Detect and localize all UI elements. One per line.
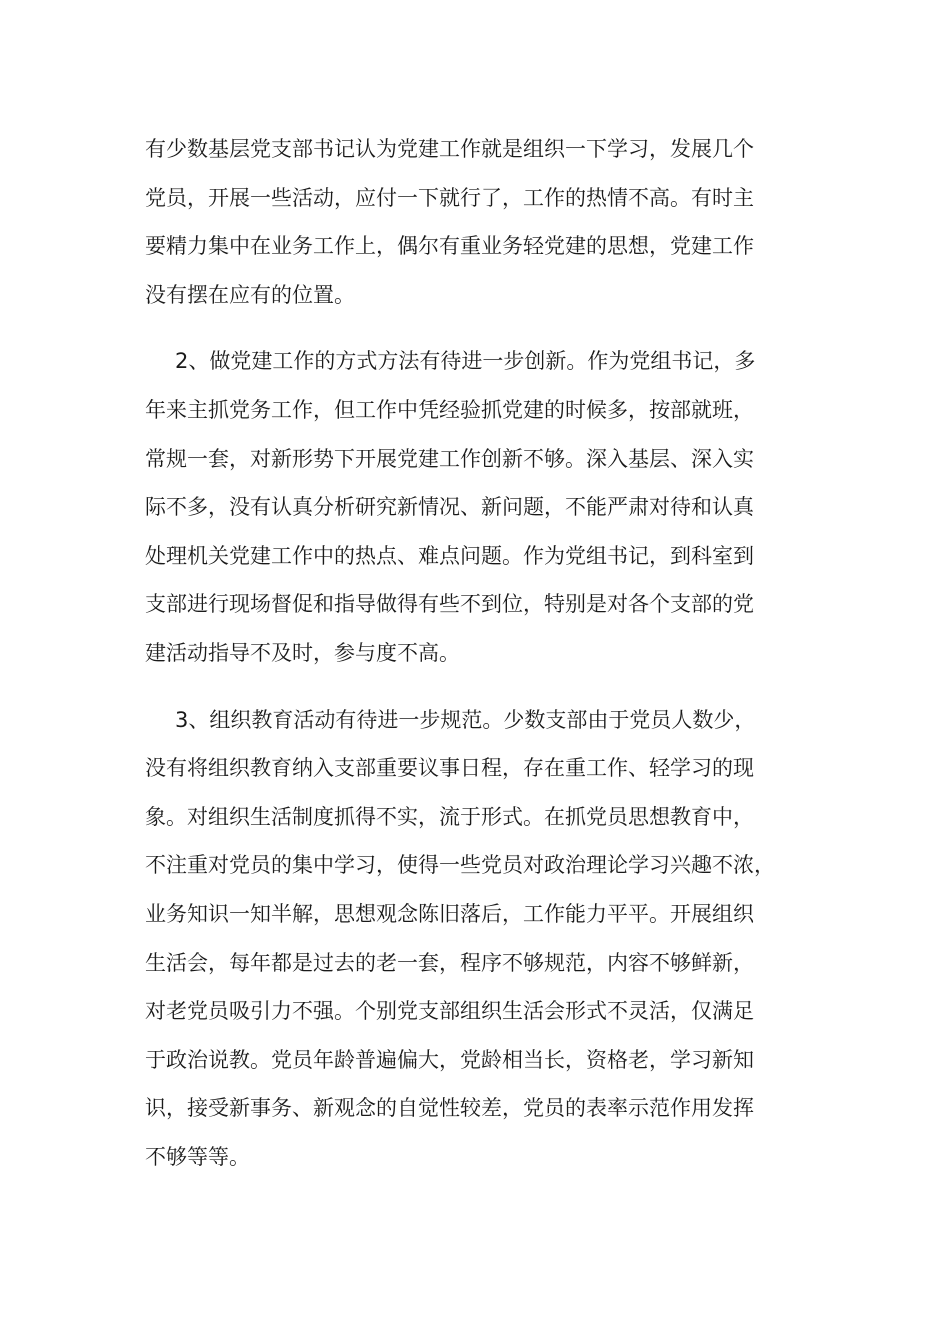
- text-line: 于政治说教。党员年龄普遍偏大，党龄相当长，资格老，学习新知: [145, 1047, 754, 1072]
- text-line: 3、组织教育活动有待进一步规范。少数支部由于党员人数少，: [175, 707, 756, 732]
- text-line: 没有摆在应有的位置。: [145, 282, 355, 307]
- text-line: 不够等等。: [145, 1144, 250, 1169]
- text-line: 对老党员吸引力不强。个别党支部组织生活会形式不灵活，仅满足: [145, 999, 754, 1024]
- text-line: 识，接受新事务、新观念的自觉性较差，党员的表率示范作用发挥: [145, 1096, 754, 1121]
- paragraph-1: [145, 125, 805, 319]
- text-line: 象。对组织生活制度抓得不实，流于形式。在抓党员思想教育中，: [145, 804, 754, 829]
- text-line: 常规一套，对新形势下开展党建工作创新不够。深入基层、深入实: [145, 446, 754, 471]
- text-line: 年来主抓党务工作，但工作中凭经验抓党建的时候多，按部就班，: [145, 397, 754, 422]
- text-line: 党员，开展一些活动，应付一下就行了，工作的热情不高。有时主: [145, 185, 754, 210]
- text-line: 支部进行现场督促和指导做得有些不到位，特别是对各个支部的党: [145, 592, 754, 617]
- paragraph-2: [145, 337, 805, 677]
- text-line: 要精力集中在业务工作上，偶尔有重业务轻党建的思想，党建工作: [145, 234, 754, 259]
- document-body: [145, 125, 805, 1181]
- text-line: 建活动指导不及时，参与度不高。: [145, 640, 460, 665]
- text-line: 没有将组织教育纳入支部重要议事日程，存在重工作、轻学习的现: [145, 756, 754, 781]
- text-line: 际不多，没有认真分析研究新情况、新问题，不能严肃对待和认真: [145, 495, 754, 520]
- text-line: 生活会，每年都是过去的老一套，程序不够规范，内容不够鲜新，: [145, 950, 754, 975]
- text-line: 有少数基层党支部书记认为党建工作就是组织一下学习，发展几个: [145, 137, 754, 161]
- text-line: 处理机关党建工作中的热点、难点问题。作为党组书记，到科室到: [145, 543, 754, 568]
- text-line: 2、做党建工作的方式方法有待进一步创新。作为党组书记，多: [175, 349, 756, 374]
- paragraph-3: [145, 696, 805, 1182]
- text-line: 业务知识一知半解，思想观念陈旧落后，工作能力平平。开展组织: [145, 901, 754, 926]
- text-line: 不注重对党员的集中学习，使得一些党员对政治理论学习兴趣不浓，: [145, 853, 775, 878]
